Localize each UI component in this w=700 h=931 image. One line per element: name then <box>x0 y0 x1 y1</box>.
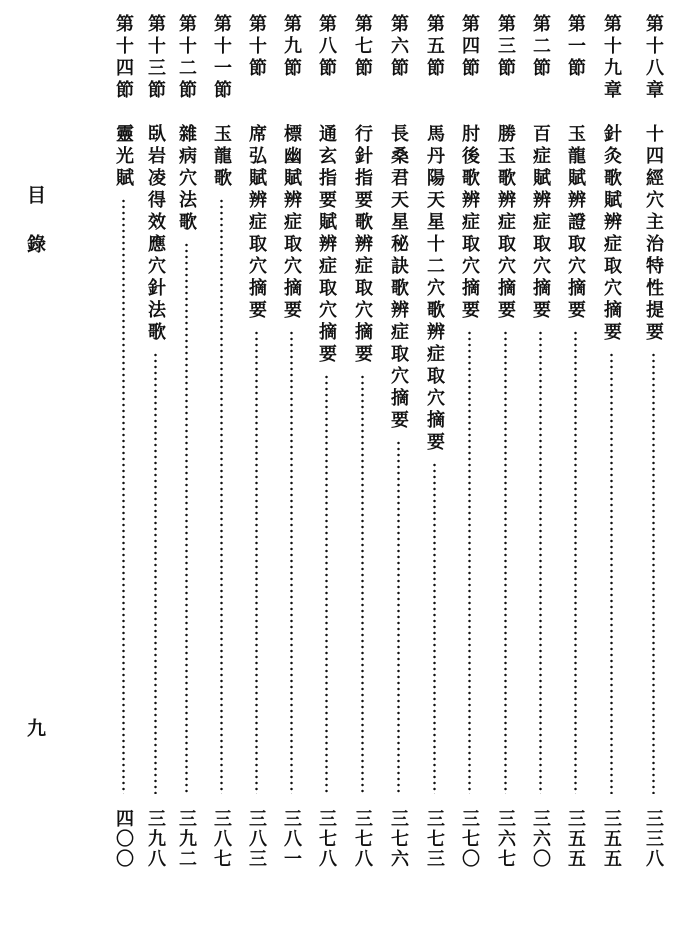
toc-entry-page: 三七〇 <box>459 809 480 869</box>
toc-entry-page: 四〇〇 <box>113 809 134 869</box>
toc-entry-label: 第九節 <box>281 14 302 80</box>
dot-leader <box>539 330 542 794</box>
toc-entry <box>173 14 199 884</box>
toc-entry-label: 第八節 <box>316 14 337 80</box>
toc-entry <box>456 14 482 884</box>
toc-entry-page: 三七八 <box>352 809 373 869</box>
toc-entry-label: 第十一節 <box>211 14 232 102</box>
dot-leader <box>290 330 293 794</box>
toc-entry <box>598 14 624 884</box>
toc-entry-title: 行針指要歌辨症取穴摘要 <box>352 124 373 366</box>
toc-entry-label: 第十三節 <box>145 14 166 102</box>
toc-entry-page: 三五五 <box>565 809 586 869</box>
toc-entry-page: 三九二 <box>176 809 197 869</box>
side-header: 目錄 <box>24 185 46 283</box>
toc-entry-label: 第二節 <box>530 14 551 80</box>
toc-entry-title: 玉龍歌 <box>211 124 232 190</box>
toc-entry <box>562 14 588 884</box>
toc-entry <box>385 14 411 884</box>
toc-entry-page: 三九八 <box>145 809 166 869</box>
toc-entry-page: 三六七 <box>495 809 516 869</box>
toc-entry <box>313 14 339 884</box>
toc-entry-label: 第六節 <box>388 14 409 80</box>
toc-entry-title: 百症賦辨症取穴摘要 <box>530 124 551 322</box>
toc-entry-label: 第四節 <box>459 14 480 80</box>
dot-leader <box>255 330 258 794</box>
toc-entry-title: 針灸歌賦辨症取穴摘要 <box>601 124 622 344</box>
toc-entry-title: 肘後歌辨症取穴摘要 <box>459 124 480 322</box>
toc-entry <box>527 14 553 884</box>
toc-entry-label: 第三節 <box>495 14 516 80</box>
dot-leader <box>122 198 125 794</box>
dot-leader <box>610 352 613 794</box>
toc-entry-label: 第十八章 <box>643 14 664 102</box>
toc-entry-title: 席弘賦辨症取穴摘要 <box>246 124 267 322</box>
dot-leader <box>220 198 223 794</box>
toc-entry-page: 三五五 <box>601 809 622 869</box>
toc-entry-label: 第一節 <box>565 14 586 80</box>
toc-entry-title: 十四經穴主治特性提要 <box>643 124 664 344</box>
toc-entry-page: 三七八 <box>316 809 337 869</box>
toc-entry-page: 三八一 <box>281 809 302 869</box>
toc-entry-title: 通玄指要賦辨症取穴摘要 <box>316 124 337 366</box>
toc-entry <box>110 14 136 884</box>
toc-entry-label: 第十四節 <box>113 14 134 102</box>
toc-entry-page: 三七六 <box>388 809 409 869</box>
toc-entry-title: 臥岩凌得效應穴針法歌 <box>145 124 166 344</box>
toc-entry-page: 三三八 <box>643 809 664 869</box>
dot-leader <box>504 330 507 794</box>
toc-entry-label: 第七節 <box>352 14 373 80</box>
toc-entry-page: 三六〇 <box>530 809 551 869</box>
toc-entry-title: 長桑君天星秘訣歌辨症取穴摘要 <box>388 124 409 432</box>
toc-entry-page: 三八七 <box>211 809 232 869</box>
toc-entry <box>349 14 375 884</box>
toc-entry-title: 雜病穴法歌 <box>176 124 197 234</box>
page-folio: 九 <box>24 718 46 767</box>
toc-entry <box>208 14 234 884</box>
dot-leader <box>361 374 364 794</box>
toc-entry <box>142 14 168 884</box>
toc-entry-title: 靈光賦 <box>113 124 134 190</box>
toc-entry-title: 勝玉歌辨症取穴摘要 <box>495 124 516 322</box>
dot-leader <box>574 330 577 794</box>
toc-entry <box>492 14 518 884</box>
toc-entry-title: 玉龍賦辨證取穴摘要 <box>565 124 586 322</box>
toc-entry <box>640 14 666 884</box>
toc-entry-page: 三七三 <box>424 809 445 869</box>
dot-leader <box>468 330 471 794</box>
toc-entry-label: 第十九章 <box>601 14 622 102</box>
dot-leader <box>397 440 400 794</box>
dot-leader <box>433 462 436 794</box>
toc-entry <box>243 14 269 884</box>
dot-leader <box>154 352 157 794</box>
toc-entry <box>421 14 447 884</box>
dot-leader <box>185 242 188 794</box>
dot-leader <box>325 374 328 794</box>
toc-entry <box>278 14 304 884</box>
toc-entry-label: 第十節 <box>246 14 267 80</box>
toc-entry-title: 馬丹陽天星十二穴歌辨症取穴摘要 <box>424 124 445 454</box>
toc-entry-label: 第十二節 <box>176 14 197 102</box>
toc-entry-title: 標幽賦辨症取穴摘要 <box>281 124 302 322</box>
toc-entry-page: 三八三 <box>246 809 267 869</box>
dot-leader <box>652 352 655 794</box>
toc-entry-label: 第五節 <box>424 14 445 80</box>
